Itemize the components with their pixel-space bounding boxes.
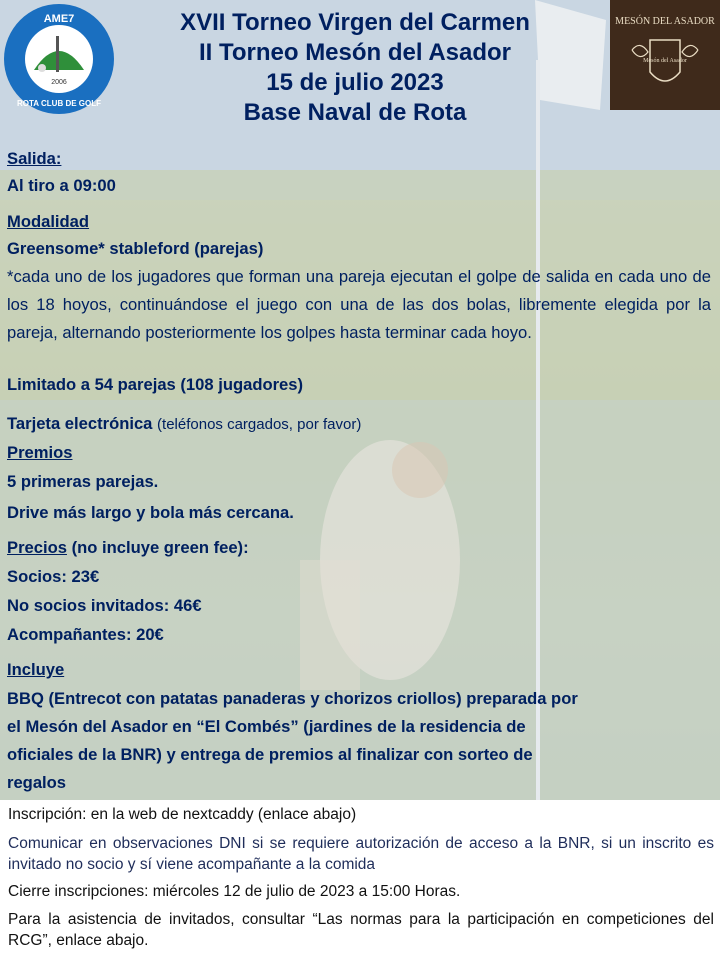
incluye-line-4: regalos bbox=[7, 773, 67, 792]
modalidad-limit: Limitado a 54 parejas (108 jugadores) bbox=[7, 375, 304, 394]
modalidad-note: *cada uno de los jugadores que forman una pareja ejecutan el golpe de salida en cada uno de los 18 hoyos, continuándose el juego con una de las dos bolas, libremente elegida por la pareja, alternando posteriormente los golpes hasta terminar cada hoyo. bbox=[7, 267, 711, 342]
precios-item-acompanantes: Acompañantes: 20€ bbox=[7, 625, 164, 644]
precios-item-socios: Socios: 23€ bbox=[7, 567, 100, 586]
precios-heading: Precios bbox=[7, 538, 67, 557]
comunicar-text: Comunicar en observaciones DNI si se requiere autorización de acceso a la BNR, si un inscrito es invitado no socio y sí viene acompañante a la comida bbox=[8, 835, 714, 873]
event-title-block bbox=[120, 8, 590, 128]
incluye-line-1: BBQ (Entrecot con patatas panaderas y chorizos criollos) preparada por bbox=[7, 689, 578, 708]
precios-note: (no incluye green fee): bbox=[66, 538, 249, 557]
rota-golf-club-logo bbox=[2, 2, 116, 116]
incluye-heading: Incluye bbox=[7, 660, 65, 679]
registration-info-panel bbox=[0, 800, 720, 960]
logo-right-title: MESÓN DEL ASADOR bbox=[615, 16, 715, 27]
cierre-text: Cierre inscripciones: miércoles 12 de julio de 2023 a 15:00 Horas. bbox=[8, 883, 461, 900]
premios-item-1: 5 primeras parejas. bbox=[7, 472, 159, 491]
inscripcion-text: Inscripción: en la web de nextcaddy (enlace abajo) bbox=[8, 806, 357, 823]
logo-right-emblem-text: Mesón del Asador bbox=[643, 58, 687, 64]
precios-row bbox=[7, 538, 249, 558]
title-line-1: XVII Torneo Virgen del Carmen bbox=[180, 9, 530, 36]
salida-heading: Salida: bbox=[7, 149, 62, 168]
premios-heading: Premios bbox=[7, 443, 73, 462]
meson-del-asador-logo bbox=[610, 0, 720, 110]
title-line-3: 15 de julio 2023 bbox=[266, 69, 444, 96]
asistencia-text: Para la asistencia de invitados, consultar “Las normas para la participación en competiciones del RCG”, enlace abajo. bbox=[8, 911, 714, 949]
title-line-4: Base Naval de Rota bbox=[243, 99, 467, 126]
tarjeta-heading: Tarjeta electrónica bbox=[7, 414, 153, 433]
logo-left-top-text: AME7 bbox=[43, 13, 75, 25]
logo-left-year: 2006 bbox=[51, 79, 67, 86]
logo-left-bottom-text: ROTA CLUB DE GOLF bbox=[17, 99, 101, 108]
tarjeta-row bbox=[7, 414, 361, 434]
incluye-line-3: oficiales de la BNR) y entrega de premios al finalizar con sorteo de bbox=[7, 745, 533, 764]
salida-text: Al tiro a 09:00 bbox=[7, 176, 116, 195]
title-line-2: II Torneo Mesón del Asador bbox=[198, 39, 512, 66]
modalidad-text: Greensome* stableford (parejas) bbox=[7, 239, 264, 258]
precios-item-no-socios: No socios invitados: 46€ bbox=[7, 596, 202, 615]
incluye-line-2: el Mesón del Asador en “El Combés” (jardines de la residencia de bbox=[7, 717, 526, 736]
premios-item-2: Drive más largo y bola más cercana. bbox=[7, 503, 294, 522]
tarjeta-note: (teléfonos cargados, por favor) bbox=[157, 416, 362, 433]
modalidad-heading: Modalidad bbox=[7, 212, 90, 231]
